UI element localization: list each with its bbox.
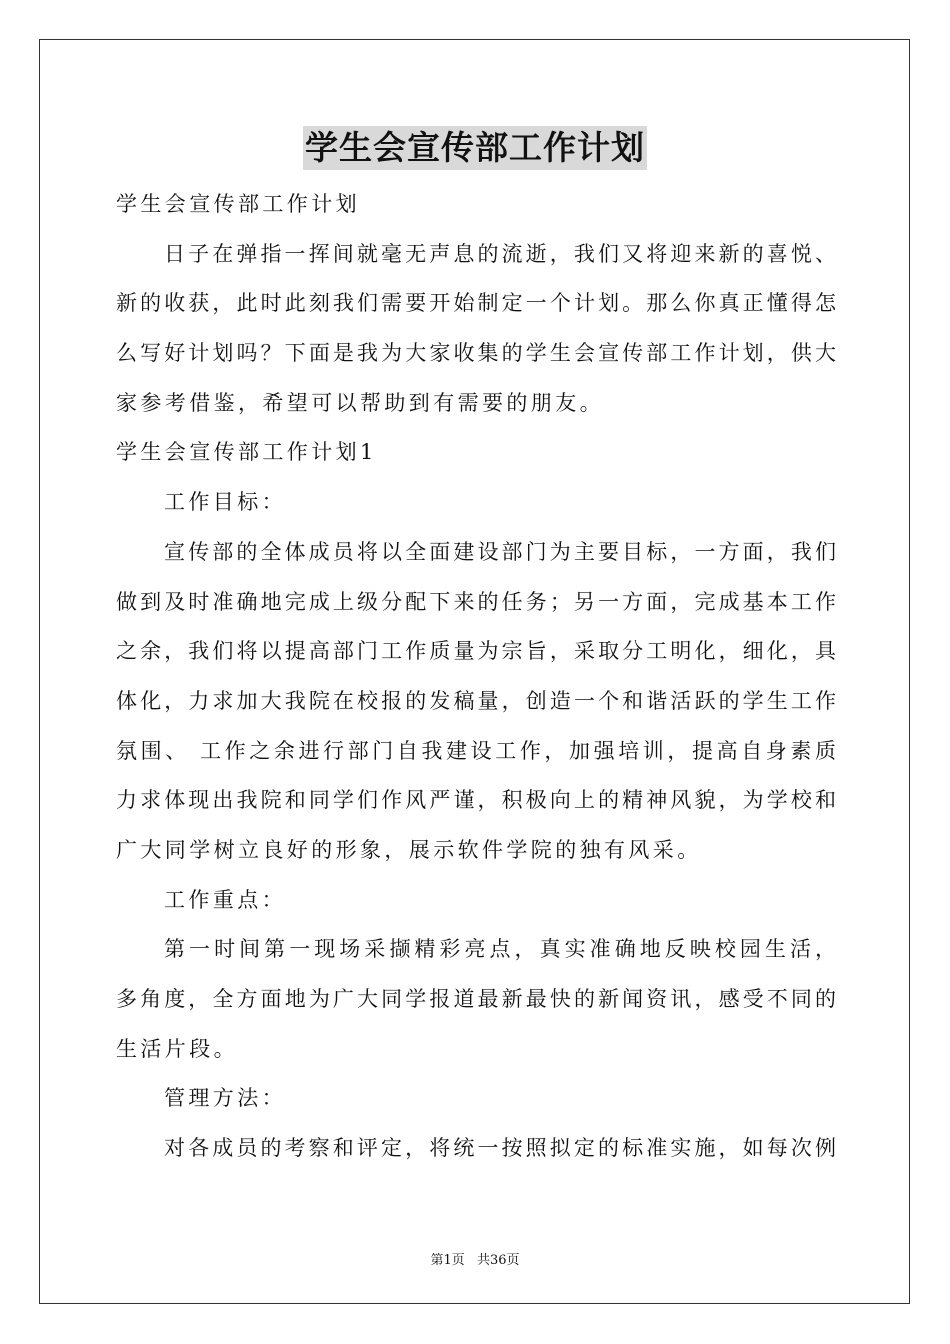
body-line: 对各成员的考察和评定，将统一按照拟定的标准实施，如每次例 xyxy=(164,1136,836,1161)
document-title: 学生会宣传部工作计划 xyxy=(303,126,647,170)
subheading: 管理方法： xyxy=(164,1086,286,1111)
page-number: 第1页 xyxy=(430,1253,465,1268)
document-body xyxy=(116,180,836,1174)
body-line: 广大同学树立良好的形象，展示软件学院的独有风采。 xyxy=(116,837,702,862)
body-line: 第一时间第一现场采撷精彩亮点，真实准确地反映校园生活， xyxy=(164,937,836,962)
body-line: 之余，我们将以提高部门工作质量为宗旨，采取分工明化，细化，具 xyxy=(116,639,836,664)
title-container xyxy=(0,126,950,170)
body-line: 氛围、 工作之余进行部门自我建设工作，加强培训，提高自身素质 xyxy=(116,738,836,763)
subheading: 工作重点： xyxy=(164,887,286,912)
body-line: 生活片段。 xyxy=(116,1036,238,1061)
body-line: 宣传部的全体成员将以全面建设部门为主要目标，一方面，我们 xyxy=(164,539,836,564)
body-line: 多角度，全方面地为广大同学报道最新最快的新闻资讯，感受不同的 xyxy=(116,987,836,1011)
body-line: 家参考借鉴，希望可以帮助到有需要的朋友。 xyxy=(116,390,604,415)
section-heading: 学生会宣传部工作计划1 xyxy=(116,440,377,465)
body-line: 么写好计划吗？下面是我为大家收集的学生会宣传部工作计划，供大 xyxy=(116,341,836,366)
page-footer xyxy=(0,1249,950,1268)
body-line: 新的收获，此时此刻我们需要开始制定一个计划。那么你真正懂得怎 xyxy=(116,291,836,316)
body-line: 力求体现出我院和同学们作风严谨，积极向上的精神风貌，为学校和 xyxy=(116,788,836,813)
page-total: 共36页 xyxy=(476,1253,520,1268)
body-line: 做到及时准确地完成上级分配下来的任务；另一方面，完成基本工作 xyxy=(116,589,836,614)
body-line: 学生会宣传部工作计划 xyxy=(116,192,360,216)
body-line: 日子在弹指一挥间就毫无声息的流逝，我们又将迎来新的喜悦、 xyxy=(164,241,836,266)
subheading: 工作目标： xyxy=(164,490,286,515)
body-line: 体化，力求加大我院在校报的发稿量，创造一个和谐活跃的学生工作 xyxy=(116,688,836,713)
